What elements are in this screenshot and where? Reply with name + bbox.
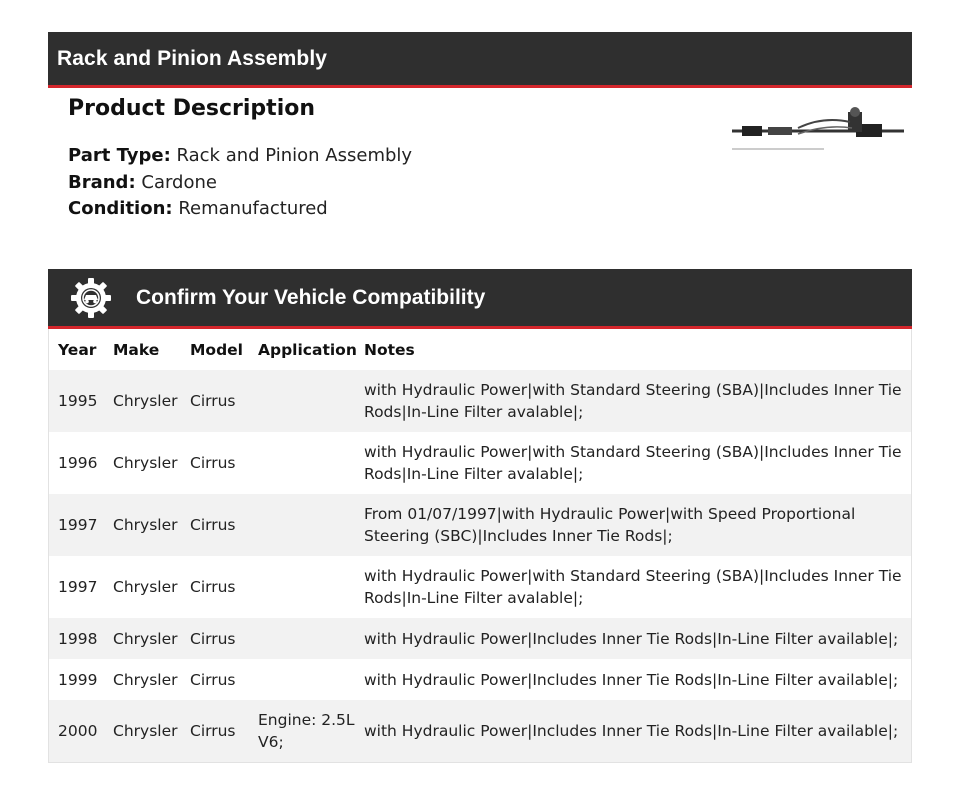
column-header-year: Year bbox=[58, 340, 97, 359]
cell-model: Cirrus bbox=[190, 516, 236, 534]
compatibility-table bbox=[48, 329, 912, 763]
part-type-label: Part Type: bbox=[68, 145, 171, 166]
cell-model: Cirrus bbox=[190, 670, 236, 689]
cell-year: 1999 bbox=[58, 670, 98, 689]
page-title: Rack and Pinion Assembly bbox=[57, 46, 328, 70]
condition-line bbox=[68, 196, 412, 223]
cell-application bbox=[249, 618, 355, 659]
table-row bbox=[49, 700, 911, 762]
cell-notes: with Hydraulic Power|Includes Inner Tie Rods|In-Line Filter available|; bbox=[364, 722, 899, 740]
cell-model: Cirrus bbox=[190, 392, 236, 410]
cell-make: Chrysler bbox=[113, 578, 178, 596]
cell-notes: with Hydraulic Power|Includes Inner Tie Rods|In-Line Filter available|; bbox=[364, 670, 899, 689]
column-header-make: Make bbox=[113, 340, 160, 359]
cell-application bbox=[249, 370, 355, 432]
cell-model: Cirrus bbox=[190, 722, 236, 740]
table-row bbox=[49, 370, 911, 432]
cell-notes: with Hydraulic Power|with Standard Steering (SBA)|Includes Inner Tie Rods|In-Line Filter avalable|; bbox=[364, 443, 902, 483]
part-type-line bbox=[68, 143, 412, 170]
cell-model: Cirrus bbox=[190, 454, 236, 472]
brand-line bbox=[68, 170, 412, 197]
column-header-model: Model bbox=[190, 340, 243, 359]
cell-make: Chrysler bbox=[113, 722, 178, 740]
rack-and-pinion-image[interactable] bbox=[728, 102, 908, 154]
cell-make: Chrysler bbox=[113, 670, 178, 689]
table-row bbox=[49, 556, 911, 618]
cell-year: 1997 bbox=[58, 516, 98, 534]
cell-notes: with Hydraulic Power|Includes Inner Tie Rods|In-Line Filter available|; bbox=[364, 629, 899, 648]
table-row bbox=[49, 432, 911, 494]
cell-make: Chrysler bbox=[113, 629, 178, 648]
cell-year: 2000 bbox=[58, 722, 98, 740]
cell-model: Cirrus bbox=[190, 578, 236, 596]
cell-make: Chrysler bbox=[113, 454, 178, 472]
cell-notes: with Hydraulic Power|with Standard Steering (SBA)|Includes Inner Tie Rods|In-Line Filter avalable|; bbox=[364, 381, 902, 421]
cell-year: 1996 bbox=[58, 454, 98, 472]
compatibility-bar bbox=[48, 269, 912, 329]
part-type-value: Rack and Pinion Assembly bbox=[176, 145, 413, 166]
table-row bbox=[49, 618, 911, 659]
table-row bbox=[49, 494, 911, 556]
column-header-notes: Notes bbox=[364, 340, 415, 359]
cell-application bbox=[249, 432, 355, 494]
condition-label: Condition: bbox=[68, 198, 173, 219]
gear-car-icon bbox=[70, 277, 112, 319]
brand-value: Cardone bbox=[141, 171, 217, 193]
cell-year: 1997 bbox=[58, 578, 98, 596]
condition-value: Remanufactured bbox=[178, 198, 328, 219]
column-header-application: Application bbox=[258, 340, 357, 359]
compatibility-heading: Confirm Your Vehicle Compatibility bbox=[136, 285, 486, 309]
cell-make: Chrysler bbox=[113, 516, 178, 534]
cell-year: 1998 bbox=[58, 629, 98, 648]
cell-make: Chrysler bbox=[113, 392, 178, 410]
table-header-row bbox=[49, 329, 911, 370]
title-bar bbox=[48, 32, 912, 88]
cell-notes: From 01/07/1997|with Hydraulic Power|with Speed Proportional Steering (SBC)|Includes Inner Tie Rods|; bbox=[364, 505, 856, 545]
cell-year: 1995 bbox=[58, 392, 98, 410]
cell-application bbox=[249, 494, 355, 556]
description-heading: Product Description bbox=[68, 96, 316, 121]
cell-application bbox=[249, 659, 355, 700]
table-row bbox=[49, 659, 911, 700]
cell-model: Cirrus bbox=[190, 629, 236, 648]
cell-notes: with Hydraulic Power|with Standard Steering (SBA)|Includes Inner Tie Rods|In-Line Filter avalable|; bbox=[364, 567, 902, 607]
brand-label: Brand: bbox=[68, 171, 136, 193]
cell-application bbox=[249, 556, 355, 618]
cell-application: Engine: 2.5L V6; bbox=[258, 711, 355, 751]
product-description bbox=[68, 96, 412, 223]
